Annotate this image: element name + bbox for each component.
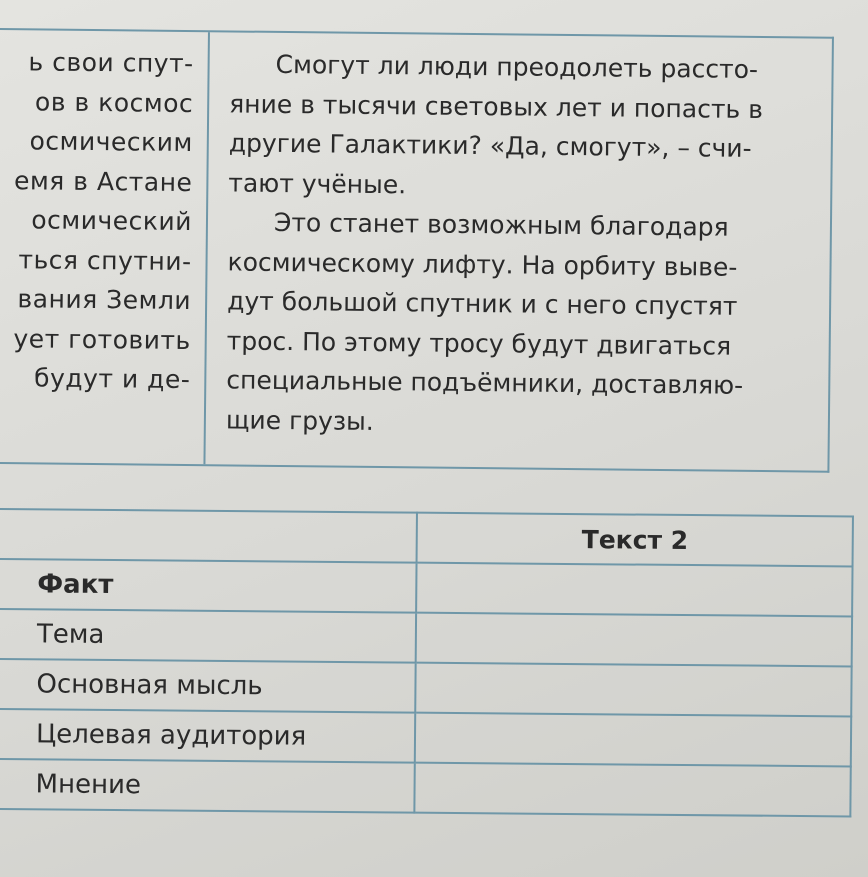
left-line: ться спутни- <box>18 244 192 276</box>
text-line: специальные подъёмники, доставляю- <box>226 365 744 400</box>
left-text-column <box>0 30 210 464</box>
analysis-table <box>0 508 854 817</box>
left-line: ь свои спут- <box>28 47 194 79</box>
left-line: ов в космос <box>34 86 194 118</box>
text-line: трос. По этому тросу будут двигаться <box>226 325 732 361</box>
row-label-fact: Факт <box>0 559 417 613</box>
left-line: ует готовить <box>13 323 191 355</box>
answer-cell[interactable] <box>416 613 852 667</box>
table-row <box>0 559 853 616</box>
text-line: Это станет возможным благодаря <box>273 207 729 242</box>
row-label-topic: Тема <box>0 609 417 663</box>
answer-cell[interactable] <box>415 763 851 817</box>
text-line: щие грузы. <box>225 404 374 436</box>
row-label-main-idea: Основная мысль <box>0 659 416 713</box>
text-line: космическому лифту. На орбиту выве- <box>227 246 738 282</box>
text-line: дут большой спутник и с него спустят <box>227 286 738 321</box>
paragraph-1 <box>228 44 822 208</box>
answer-cell[interactable] <box>416 663 852 717</box>
answer-cell[interactable] <box>417 563 853 617</box>
table-header-row <box>0 509 853 566</box>
header-cell-text-2: Текст 2 <box>417 513 853 567</box>
text-line: тают учёные. <box>228 167 407 199</box>
text-line: яние в тысячи световых лет и попасть в <box>229 88 764 124</box>
table-row <box>0 759 851 816</box>
table-row <box>0 709 851 766</box>
reading-table <box>0 28 834 473</box>
left-line: осмическим <box>29 126 193 158</box>
answer-cell[interactable] <box>415 713 851 767</box>
left-line: осмический <box>31 205 193 237</box>
text-line: другие Галактики? «Да, смогут», – счи- <box>228 128 752 163</box>
left-line: вания Земли <box>17 284 192 316</box>
text-line: Смогут ли люди преодолеть рассто- <box>275 49 759 84</box>
paragraph-2 <box>226 202 820 445</box>
table-row <box>0 659 852 716</box>
table-row <box>0 609 852 666</box>
left-text-lines <box>12 42 194 399</box>
text-2-column <box>205 32 831 470</box>
row-label-audience: Целевая аудитория <box>0 709 416 763</box>
header-cell-empty <box>0 509 417 563</box>
left-line: емя в Астане <box>13 165 193 197</box>
row-label-opinion: Мнение <box>0 759 415 813</box>
left-line: будут и де- <box>33 363 191 395</box>
